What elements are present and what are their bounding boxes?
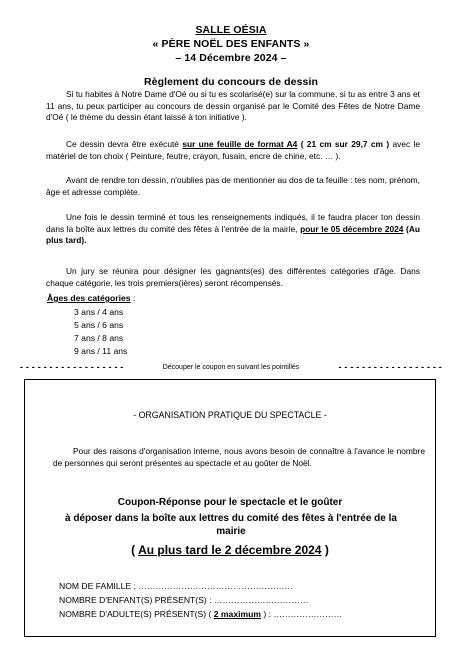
age-category-item: 7 ans / 8 ans bbox=[74, 333, 124, 343]
contest-paragraph-jury: Un jury se réunira pour désigner les gagnants(es) des différentes catégories d'âge. Dans chaque catégorie, les trois premiers(ières) seront récompensés. bbox=[46, 266, 420, 288]
age-category-item: 5 ans / 6 ans bbox=[74, 320, 124, 330]
family-name-field[interactable]: NOM DE FAMILLE : ……………………………………………… bbox=[59, 581, 293, 591]
contest-title: Règlement du concours de dessin bbox=[143, 76, 319, 88]
children-count-field[interactable]: NOMBRE D'ENFANT(S) PRÉSENT(S) : …………………………… bbox=[59, 595, 309, 605]
coupon-deadline: ( Au plus tard le 2 décembre 2024 ) bbox=[131, 543, 329, 557]
age-category-item: 9 ans / 11 ans bbox=[74, 346, 128, 356]
a4-format-text: sur une feuille de format A4 bbox=[182, 139, 298, 149]
age-category-item: 3 ans / 4 ans bbox=[74, 307, 124, 317]
contest-paragraph-format: Ce dessin devra être exécuté sur une feuille de format A4 ( 21 cm sur 29,7 cm ) avec le matériel de ton choix ( Peinture, feutre, crayon, fusain, encre de chine, etc. … ). bbox=[46, 139, 421, 161]
age-categories-list bbox=[74, 307, 127, 359]
coupon-heading: - ORGANISATION PRATIQUE DU SPECTACLE - bbox=[133, 410, 327, 420]
coupon-title-line2: à déposer dans la boîte aux lettres du comité des fêtes à l'entrée de la mairie bbox=[65, 513, 397, 537]
submission-deadline: pour le 05 décembre 2024 bbox=[300, 223, 404, 234]
venue-title: SALLE OÉSIA bbox=[195, 24, 267, 36]
cut-instruction: Découper le coupon en suivant les pointillés bbox=[162, 363, 300, 371]
coupon-intro: Pour des raisons d'organisation interne, nous avons besoin de connaître à l'avance le nombre de personnes qui seront présentes au spectacle et au goûter de Noël. bbox=[53, 446, 425, 468]
adults-count-field[interactable]: NOMBRE D'ADULTE(S) PRÉSENT(S) ( 2 maximum ) : …………………… bbox=[59, 609, 343, 619]
contest-paragraph-details: Avant de rendre ton dessin, n'oublies pas de mentionner au dos de ta feuille : tes nom, prénom, âge et adresse complète. bbox=[46, 175, 420, 197]
contest-paragraph-eligibility: Si tu habites à Notre Dame d'Oé ou si tu es scolarisé(e) sur la commune, si tu as entre 3 ans et 11 ans, tu peux participer au concours de dessin organisé par le Comité des Fêtes de Notre Dame d'Oé ( le thème du dessin étant laissé à ton initiative ). bbox=[46, 89, 420, 123]
coupon-title-line1: Coupon-Réponse pour le spectacle et le goûter bbox=[117, 497, 343, 508]
coupon-box bbox=[24, 379, 436, 637]
event-date: – 14 Décembre 2024 – bbox=[175, 52, 287, 64]
cut-line: - - - - - - - - - - - - - - - - - - Découper le coupon en suivant les pointillés - - - - - - - - - - - - - - - - - - bbox=[20, 362, 442, 372]
contest-paragraph-submission: Une fois le dessin terminé et tous les renseignements indiqués, il te faudra placer ton dessin dans la boîte aux lettres du comité des fêtes à l'entrée de la mairie, pour le 05 décembre 2024 (Au plus tard). bbox=[46, 212, 420, 246]
age-categories-label: Âges des catégories : bbox=[47, 293, 136, 303]
a4-size-text: ( 21 cm sur 29,7 cm ) bbox=[300, 139, 390, 149]
event-title: « PÈRE NOËL DES ENFANTS » bbox=[152, 38, 310, 50]
